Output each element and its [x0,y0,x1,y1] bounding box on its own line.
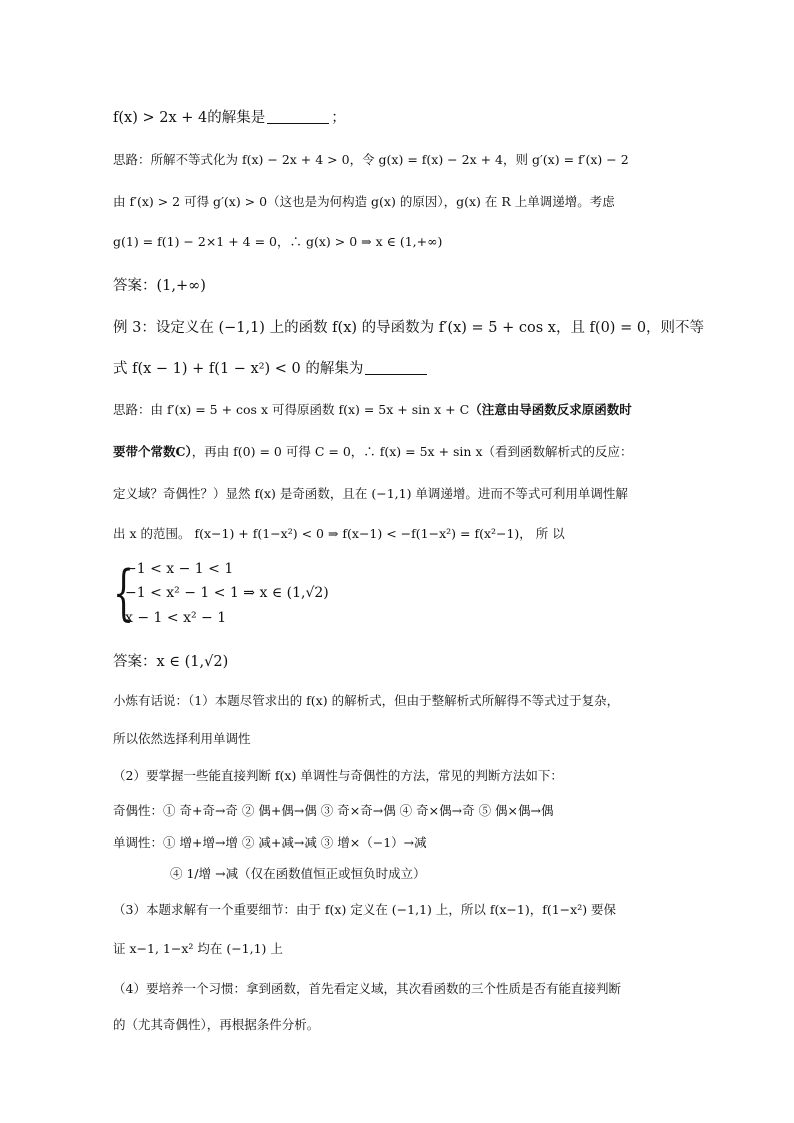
line-answer-1: 答案：(1,+∞) [113,278,206,294]
line-approach-1: 思路：所解不等式化为 f(x) − 2x + 4 > 0，令 g(x) = f(x) − 2x + 4，则 g′(x) = f′(x) − 2 [113,152,629,167]
line-remark-3: （3）本题求解有一个重要细节：由于 f(x) 定义在 (−1,1) 上，所以 f(x−1)，f(1−x²) 要保 [113,902,617,917]
line-answer-2: 答案：x ∈ (1,√2) [113,654,229,670]
text-part: 思路：由 f′(x) = 5 + cos x 可得原函数 f(x) = 5x + sin x + C [113,402,470,417]
line-remark-4: （4）要培养一个习惯：拿到函数，首先看定义域，其次看函数的三个性质是否有能直接判断 [113,981,621,996]
system-row-2: −1 < x² − 1 < 1 ⇒ x ∈ (1,√2) [125,585,329,601]
left-brace: { [113,558,135,628]
line-remark-4-cont: 的（尤其奇偶性），再根据条件分析。 [113,1017,320,1032]
answer-blank [267,111,329,124]
note-bold: 要带个常数C） [113,444,192,459]
line-example-3-cont [113,357,429,378]
line-approach-ex3-1 [113,400,632,418]
line-remark-3-cont: 证 x−1, 1−x² 均在 (−1,1) 上 [113,941,283,956]
answer-blank [365,362,427,375]
line-monotonic-rules: 单调性：① 增+增→增 ② 减+减→减 ③ 增×（−1）→减 [113,835,427,850]
text-part: 式 f(x − 1) + f(1 − x²) < 0 的解集为 [113,361,364,377]
line-approach-2: 由 f′(x) > 2 可得 g′(x) > 0（这也是为何构造 g(x) 的原因），g(x) 在 R 上单调递增。考虑 [113,194,615,209]
line-remark-1-cont: 所以依然选择利用单调性 [113,731,251,746]
text-part: f(x) > 2x + 4的解集是 [113,110,266,126]
text-part: ； [331,110,346,126]
line-approach-3: g(1) = f(1) − 2×1 + 4 = 0，∴ g(x) > 0 ⇒ x ∈ (1,+∞) [113,234,443,249]
line-remark-2: （2）要掌握一些能直接判断 f(x) 单调性与奇偶性的方法，常见的判断方法如下： [113,768,563,783]
line-approach-ex3-3: 定义域？奇偶性？）显然 f(x) 是奇函数，且在 (−1,1) 单调递增。进而不等式可利用单调性解 [113,486,628,501]
line-approach-ex3-2 [113,442,633,460]
system-row-3: x − 1 < x² − 1 [125,610,227,626]
line-parity-rules: 奇偶性：① 奇+奇→奇 ② 偶+偶→偶 ③ 奇×奇→偶 ④ 奇×偶→奇 ⑤ 偶×偶→偶 [113,803,554,818]
text-part: ，再由 f(0) = 0 可得 C = 0，∴ f(x) = 5x + sin x（看到函数解析式的反应： [191,444,633,459]
line-example-3: 例 3：设定义在 (−1,1) 上的函数 f(x) 的导函数为 f′(x) = 5 + cos x，且 f(0) = 0，则不等 [113,320,705,336]
note-bold: （注意由导函数反求原函数时 [469,402,632,417]
line-remark-1: 小炼有话说：（1）本题尽管求出的 f(x) 的解析式，但由于整解析式所解得不等式过于复杂， [113,693,620,708]
line-approach-ex3-4: 出 x 的范围。 f(x−1) + f(1−x²) < 0 ⇒ f(x−1) < −f(1−x²) = f(x²−1)， 所 以 [113,526,565,541]
line-inequality-question [113,106,346,127]
system-row-1: −1 < x − 1 < 1 [125,561,234,577]
inequality-system [113,559,413,631]
line-monotonic-rule-4: ④ 1/增 →减（仅在函数值恒正或恒负时成立） [170,866,426,881]
